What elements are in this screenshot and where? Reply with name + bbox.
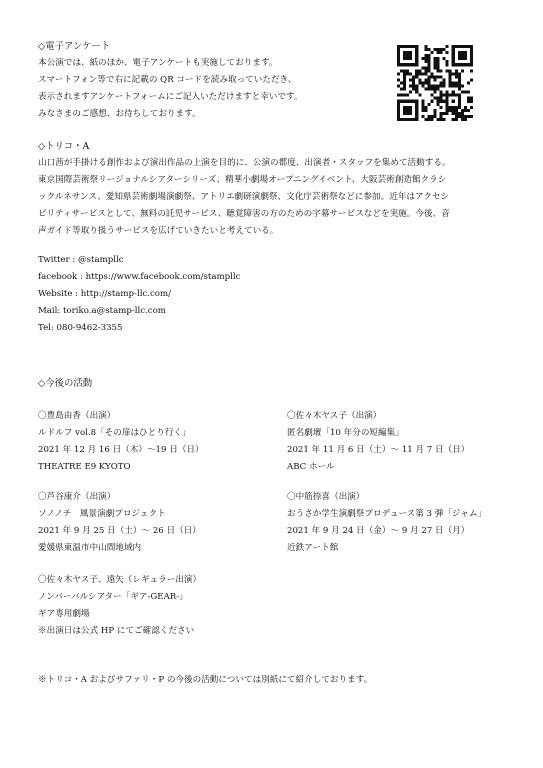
activity-venue: 近鉄アート館	[287, 543, 339, 553]
activity-venue: ギア専用劇場	[38, 609, 90, 619]
activity-performer: 〇佐々木ヤス子（出演）	[287, 411, 382, 421]
contact-facebook[interactable]: facebook : https://www.facebook.com/stampllc	[38, 272, 241, 282]
activity-venue: 愛媛県東温市中山間地域内	[38, 543, 142, 553]
activity-performer: 〇佐々木ヤス子、遠矢（レギュラー出演）	[38, 575, 202, 585]
about-line: ックルネサンス、愛知県芸術劇場演劇祭、アトリエ劇研演劇祭、文化庁芸術祭などに参加。近年はアクセシ	[38, 192, 450, 202]
activity-date: 2021 年 12 月 16 日（木）〜19 日（日）	[38, 445, 204, 455]
activity-date: 2021 年 9 月 25 日（土）〜 26 日（日）	[38, 526, 201, 536]
about-line: 声ガイド等取り扱うサービスを広げていきたいと考えている。	[38, 226, 279, 236]
survey-line: みなさまのご感想、お待ちしております。	[38, 109, 201, 119]
contact-twitter[interactable]: Twitter : @stampllc	[38, 255, 124, 265]
activity-title: ソノノチ 風景演劇プロジェクト	[38, 509, 166, 519]
activities-heading: ◇今後の活動	[38, 378, 93, 389]
activity-venue: ABC ホール	[287, 462, 335, 472]
activity-venue: THEATRE E9 KYOTO	[38, 462, 131, 472]
activity-note: ※出演日は公式 HP にてご確認ください	[38, 626, 195, 636]
about-line: ビリティサービスとして、無料の託児サービス、聴覚障害の方のための字幕サービスなどを実施。今後、音	[38, 209, 450, 219]
survey-line: 本公演では、紙のほか、電子アンケートも実施しております。	[38, 58, 278, 68]
about-line: 山口茜が手掛ける創作および演出作品の上演を目的に、公演の都度、出演者・スタッフを集めて活動する。	[38, 158, 451, 168]
activity-performer: 〇芦谷康介（出演）	[38, 492, 116, 502]
footnote: ※トリコ・A およびサファリ・P の今後の活動については別紙にて紹介しております。	[38, 675, 373, 685]
activity-title: ルドルフ vol.8「その扉はひとり行く」	[38, 428, 191, 438]
survey-heading: ◇電子アンケート	[38, 41, 111, 52]
activity-date: 2021 年 11 月 6 日（土）〜 11 月 7 日（日）	[287, 445, 470, 455]
about-heading: ◇トリコ・A	[38, 141, 90, 152]
contact-mail[interactable]: Mail: toriko.a@stamp-llc.com	[38, 306, 166, 316]
survey-line: 表示されますアンケートフォームにご記入いただけますと幸いです。	[38, 92, 303, 102]
activity-title: 匿名劇壇「10 年分の短編集」	[287, 428, 404, 438]
contact-tel: Tel: 080-9462-3355	[38, 323, 123, 333]
activity-date: 2021 年 9 月 24 日（金）〜 9 月 27 日（月）	[287, 526, 470, 536]
activity-performer: 〇中筋捺喜（出演）	[287, 492, 365, 502]
qr-code	[397, 45, 473, 121]
contact-website[interactable]: Website : http://stamp-llc.com/	[38, 289, 172, 299]
activity-performer: 〇豊島由香（出演）	[38, 411, 116, 421]
activity-title: おうさか学生演劇祭プロデュース第 3 弾「ジャム」	[287, 509, 487, 519]
activity-title: ノンバーバルシアター「ギア-GEAR-」	[38, 592, 188, 602]
about-line: 東京国際芸術祭リージョナルシアターシリーズ、精華小劇場オープニングイベント、大阪芸術創造館クラシ	[38, 175, 447, 185]
survey-line: スマートフォン等で右に記載の QR コードを読み取っていただき、	[38, 75, 297, 85]
